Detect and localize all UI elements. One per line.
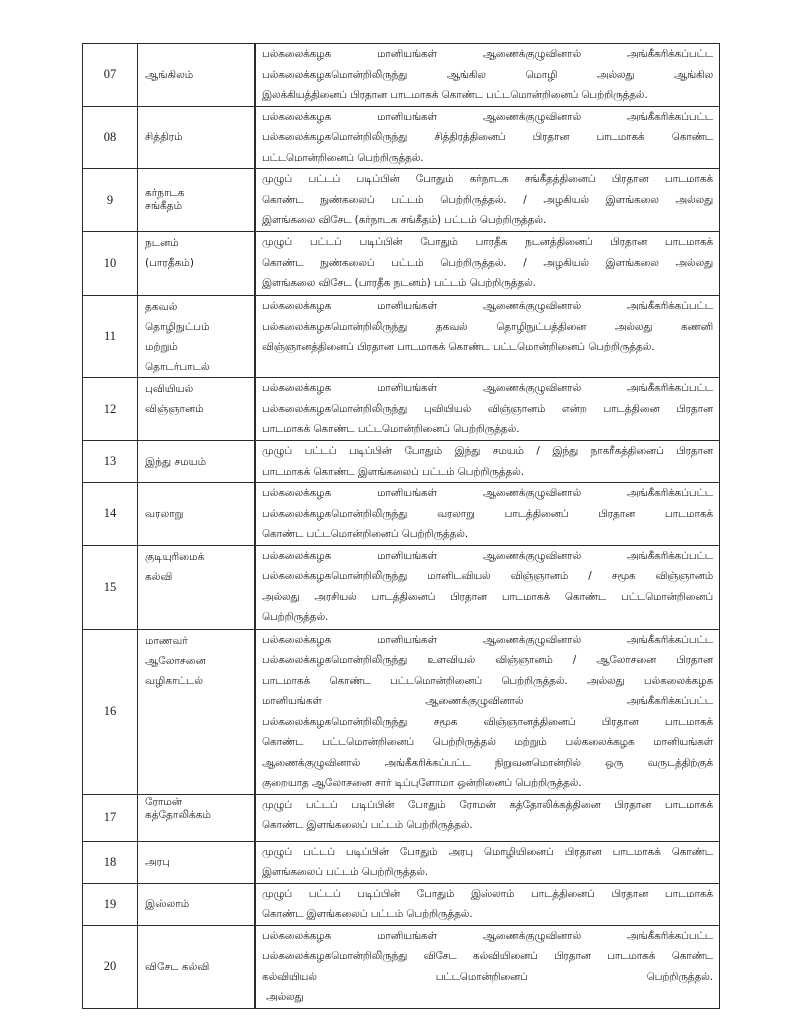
subject-name: நடனம் [145,237,179,249]
qualification-line: பட்டமொன்றினைப் பெற்றிருத்தல். [262,151,424,164]
row-number: 08 [83,106,138,169]
qualification-line: கொண்ட நுண்கலைப் பட்டம் பெற்றிருத்தல். / அழகியல் இளங்கலை அல்லது [262,193,713,206]
subject-name: ஆலோசனை [145,654,206,667]
qualification-line: பல்கலைக்கழகமொன்றிலிருந்து ஆங்கில மொழி அல்லது ஆங்கில [262,68,713,81]
subject-name: விஞ்ஞானம் [145,403,204,415]
qualification-cell [255,106,720,169]
qualification-line: இளங்கலைப் பட்டம் பெற்றிருத்தல். [262,866,429,878]
qualification-line: பல்கலைக்கழக மானியங்கள் ஆணைக்குழுவினால் அங்கீகரிக்கப்பட்ட [262,633,713,646]
qualification-cell [255,169,720,232]
table-body [83,44,720,1009]
subject-cell [138,378,256,441]
qualification-line: மானியங்கள் ஆணைக்குழுவினால் அங்கீகரிக்கப்பட்ட [262,695,713,707]
subject-name: ஆங்கிலம் [145,68,194,81]
qualification-line: பல்கலைக்கழகமொன்றிலிருந்து சித்திரத்தினைப் பிரதான பாடமாகக் கொண்ட [262,131,713,143]
qualification-line: பல்கலைக்கழக மானியங்கள் ஆணைக்குழுவினால் அங்கீகரிக்கப்பட்ட [262,929,713,942]
qualification-line: பல்கலைக்கழகமொன்றிலிருந்து தகவல் தொழிநுட்பத்தினை அல்லது கணனி [262,320,713,333]
qualification-line: பல்கலைக்கழகமொன்றிலிருந்து வரலாறு பாடத்தினைப் பிரதான பாடமாகக் [262,507,713,520]
qualification-line: முழுப் பட்டப் படிப்பின் போதும் இந்து சமயம் / இந்து நாகரீகத்தினைப் பிரதான [262,445,713,457]
qualification-line: கொண்ட பட்டமொன்றினைப் பெற்றிருத்தல் மற்றும் பல்கலைக்கழக மானியங்கள் [262,736,713,748]
subject-cell [138,44,256,107]
qualification-cell [255,883,720,925]
qualification-cell [255,483,720,546]
qualification-line: அல்லது [266,991,304,1003]
row-number: 10 [83,232,138,296]
table-row [83,296,720,378]
subject-cell [138,545,256,629]
qualification-line: கொண்ட இளங்கலைப் பட்டம் பெற்றிருத்தல். [262,908,473,920]
table-row [83,545,720,629]
table-row [83,925,720,1008]
qualification-line: பல்கலைக்கழகமொன்றிலிருந்து விசேட கல்வியினைப் பிரதான பாடமாகக் கொண்ட [262,950,713,962]
qualification-line: விஞ்ஞானத்தினைப் பிரதான பாடமாகக் கொண்ட பட்டமொன்றினைப் பெற்றிருத்தல். [262,341,655,353]
subject-name: கர்நாடக [145,187,185,199]
row-number: 20 [83,925,138,1008]
subject-cell [138,169,256,232]
subject-name: கத்தோலிக்கம் [145,808,211,821]
subject-name: மற்றும் [145,341,178,353]
subject-cell [138,232,256,296]
qualification-line: கொண்ட இளங்கலைப் பட்டம் பெற்றிருத்தல். [262,819,473,831]
table-row [83,483,720,546]
qualification-line: பாடமாகக் கொண்ட இளங்கலைப் பட்டம் பெற்றிருத்தல். [262,465,524,478]
subject-name: தகவல் [145,301,178,313]
row-number: 12 [83,378,138,441]
row-number: 9 [83,169,138,232]
qualification-cell [255,629,720,794]
qualification-line: பல்கலைக்கழக மானியங்கள் ஆணைக்குழுவினால் அங்கீகரிக்கப்பட்ட [262,110,713,123]
qualification-cell [255,441,720,483]
qualification-line: கொண்ட நுண்கலைப் பட்டம் பெற்றிருத்தல். / அழகியல் இளங்கலை அல்லது [262,256,713,269]
qualification-cell [255,232,720,296]
qualification-line: கொண்ட பட்டமொன்றினைப் பெற்றிருத்தல். [262,528,469,540]
qualification-line: இளங்கலை விசேட (பாரதீக நடனம்) பட்டம் பெற்றிருத்தல். [262,277,536,289]
table-row [83,44,720,107]
qualification-line: அல்லது அரசியல் பாடத்தினைப் பிரதான பாடமாகக் கொண்ட பட்டமொன்றினைப் [262,590,713,603]
subject-name: இந்து சமயம் [145,455,207,468]
row-number: 19 [83,883,138,925]
subject-cell [138,106,256,169]
qualification-cell [255,545,720,629]
subject-name: (பாரதீகம்) [145,257,194,269]
subject-name: ரோமன் [145,795,182,808]
qualification-line: இளங்கலை விசேட (கர்நாடக சங்கீதம்) பட்டம் பெற்றிருத்தல். [262,214,547,226]
row-number: 15 [83,545,138,629]
row-number: 11 [83,296,138,378]
qualification-cell [255,794,720,841]
table-row [83,794,720,841]
qualifications-table [82,43,720,1009]
subject-name: கல்வி [145,570,173,583]
qualification-line: முழுப் பட்டப் படிப்பின் போதும் அரபு மொழியினைப் பிரதான பாடமாகக் கொண்ட [262,845,713,858]
subject-name: விசேட கல்வி [145,960,210,973]
qualification-line: பல்கலைக்கழக மானியங்கள் ஆணைக்குழுவினால் அங்கீகரிக்கப்பட்ட [262,549,713,562]
qualification-line: பாடமாகக் கொண்ட பட்டமொன்றினைப் பெற்றிருத்தல். அல்லது பல்கலைக்கழக [262,674,713,687]
qualification-line: பெற்றிருத்தல். [262,611,329,623]
qualification-line: முழுப் பட்டப் படிப்பின் போதும் இஸ்லாம் பாடத்தினைப் பிரதான பாடமாகக் [262,887,713,900]
subject-name: தொடர்பாடல் [145,361,210,373]
subject-cell [138,925,256,1008]
qualification-cell [255,296,720,378]
table-row [83,883,720,925]
subject-name: அரபு [145,856,170,868]
qualification-line: குறையாத ஆலோசனை சார் டிப்புளோமா ஒன்றினைப் பெற்றிருத்தல். [262,777,582,789]
row-number: 16 [83,629,138,794]
row-number: 13 [83,441,138,483]
row-number: 07 [83,44,138,107]
qualification-line: முழுப் பட்டப் படிப்பின் போதும் ரோமன் கத்தோலிக்கத்தினை பிரதான பாடமாகக் [262,798,713,811]
qualification-cell [255,44,720,107]
row-number: 18 [83,841,138,883]
qualification-line: பல்கலைக்கழகமொன்றிலிருந்து மானிடவியல் விஞ்ஞானம் / சமூக விஞ்ஞானம் [262,570,713,582]
qualification-line: பல்கலைக்கழகமொன்றிலிருந்து சமூக விஞ்ஞானத்தினைப் பிரதான பாடமாகக் [262,715,713,728]
subject-name: வரலாறு [145,507,184,520]
qualification-line: பல்கலைக்கழகமொன்றிலிருந்து உளவியல் விஞ்ஞானம் / ஆலோசனை பிரதான [262,654,713,666]
qualification-cell [255,841,720,883]
qualification-line: இலக்கியத்தினைப் பிரதான பாடமாகக் கொண்ட பட்டமொன்றினைப் பெற்றிருத்தல். [262,89,648,101]
qualification-line: பல்கலைக்கழக மானியங்கள் ஆணைக்குழுவினால் அங்கீகரிக்கப்பட்ட [262,382,713,394]
subject-name: மாணவர் [145,634,188,647]
subject-name: தொழிநுட்பம் [145,321,210,333]
qualification-cell [255,925,720,1008]
table-row [83,169,720,232]
table-row [83,232,720,296]
subject-cell [138,296,256,378]
subject-name: சங்கீதம் [145,200,183,212]
subject-name: இஸ்லாம் [145,898,190,910]
row-number: 14 [83,483,138,546]
qualification-line: ஆணைக்குழுவினால் அங்கீகரிக்கப்பட்ட நிறுவனமொன்றில் ஒரு வருடத்திற்குக் [262,756,713,769]
qualification-line: கல்வியியல் பட்டமொன்றினைப் பெற்றிருத்தல். [262,970,713,983]
table-row [83,441,720,483]
subject-name: வழிகாட்டல் [145,674,204,687]
subject-cell [138,841,256,883]
qualification-line: பாடமாகக் கொண்ட பட்டமொன்றினைப் பெற்றிருத்தல். [262,423,520,435]
qualification-line: பல்கலைக்கழக மானியங்கள் ஆணைக்குழுவினால் அங்கீகரிக்கப்பட்ட [262,300,713,312]
subject-name: குடியுரிமைக் [145,550,205,563]
subject-name: சித்திரம் [145,131,183,144]
subject-cell [138,441,256,483]
table-row [83,106,720,169]
subject-cell [138,883,256,925]
qualification-line: பல்கலைக்கழக மானியங்கள் ஆணைக்குழுவினால் அங்கீகரிக்கப்பட்ட [262,48,713,60]
qualification-line: முழுப் பட்டப் படிப்பின் போதும் கர்நாடக சங்கீதத்தினைப் பிரதான பாடமாகக் [262,173,713,185]
subject-name: புவியியல் [145,383,194,395]
subject-cell [138,483,256,546]
subject-cell [138,794,256,841]
qualification-line: பல்கலைக்கழக மானியங்கள் ஆணைக்குழுவினால் அங்கீகரிக்கப்பட்ட [262,487,713,499]
qualification-line: முழுப் பட்டப் படிப்பின் போதும் பாரதீக நடனத்தினைப் பிரதான பாடமாகக் [262,236,713,248]
table-row [83,378,720,441]
table-row [83,841,720,883]
row-number: 17 [83,794,138,841]
qualification-cell [255,378,720,441]
subject-cell [138,629,256,794]
table-row [83,629,720,794]
qualification-line: பல்கலைக்கழகமொன்றிலிருந்து புவியியல் விஞ்ஞானம் என்ற பாடத்தினை பிரதான [262,402,713,415]
